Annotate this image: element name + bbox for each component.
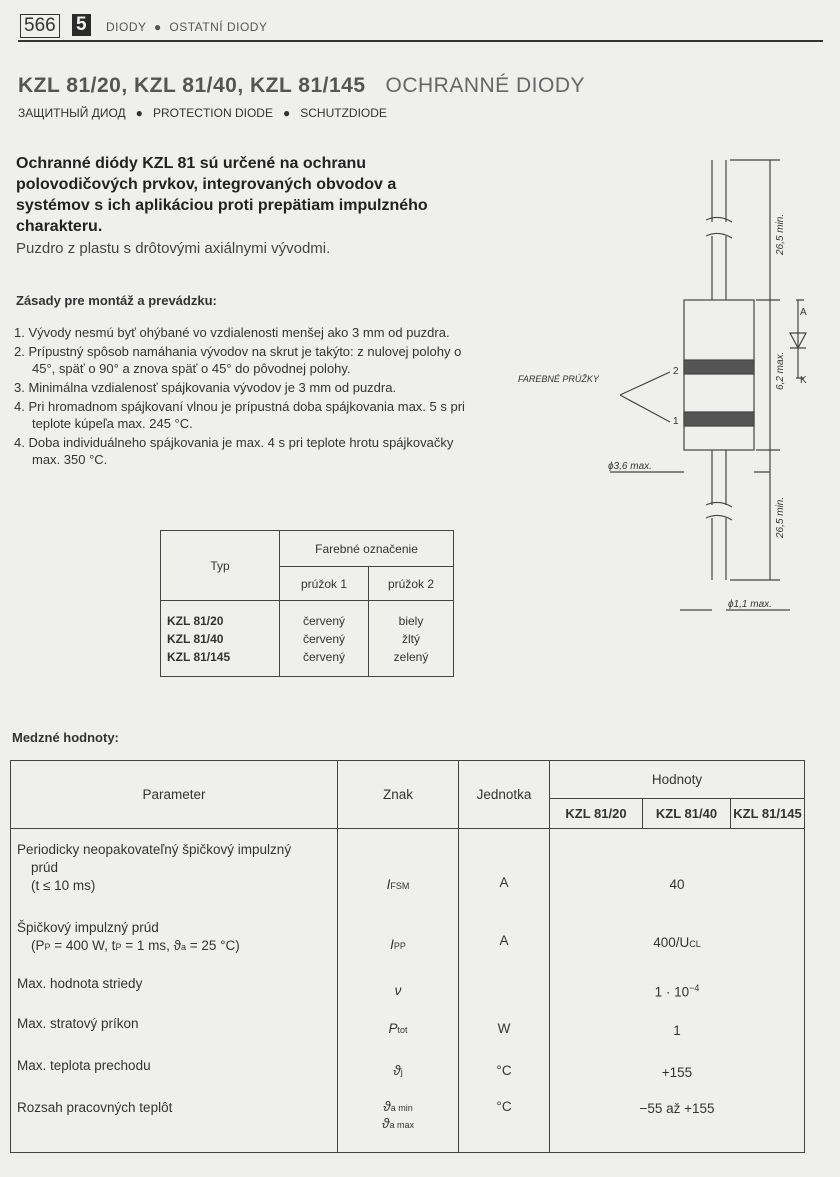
bullet-icon: ●	[129, 106, 150, 120]
table-cell-parameter: Max. teplota prechodu	[11, 1049, 338, 1091]
list-item: 4. Pri hromadnom spájkovaní vlnou je prípustná doba spájkovania max. 5 s pri teplote kúpeľa max. 245 °C.	[14, 399, 465, 431]
bands-label: FAREBNÉ PRÚŽKY	[518, 374, 599, 384]
table-cell-unit: °C	[459, 1091, 550, 1153]
dia-body-label: ϕ3,6 max.	[608, 461, 652, 472]
break-mark	[706, 217, 732, 238]
band-2	[684, 360, 754, 374]
band-1	[684, 412, 754, 426]
rules-list	[14, 324, 478, 470]
table-header-model: KZL 81/40	[643, 799, 731, 829]
dia-lead-label: ϕ1,1 max.	[728, 599, 772, 610]
table-cell-symbol: Ptot	[338, 1007, 459, 1049]
table-header-typ: Typ	[161, 531, 280, 601]
band-1-label: 1	[673, 416, 679, 427]
table-cell-unit: W	[459, 1007, 550, 1049]
subtitle-en: PROTECTION DIODE	[152, 106, 273, 120]
table-cell: zelený	[393, 649, 429, 664]
dim-top-label: 26,5 min.	[775, 213, 786, 255]
rules-heading: Zásady pre montáž a prevádzku:	[16, 293, 217, 308]
dim-line-bottom	[730, 450, 780, 580]
breadcrumb-ostatni: OSTATNÍ DIODY	[169, 20, 268, 34]
table-cell-value: −55 až +155	[550, 1091, 805, 1153]
page-title	[18, 74, 585, 98]
table-cell-parameter: Max. hodnota striedy	[11, 967, 338, 1007]
table-cell-symbol: ν	[338, 967, 459, 1007]
title-suffix: OCHRANNÉ DIODY	[385, 74, 586, 97]
subtitle-translations	[18, 106, 387, 120]
table-cell-band1	[280, 601, 369, 677]
table-cell-unit: A	[459, 829, 550, 905]
header-rule	[18, 40, 823, 42]
table-header-znak: Znak	[338, 761, 459, 829]
table-row	[11, 829, 805, 905]
table-cell-value: 1	[550, 1007, 805, 1049]
table-cell: červený	[302, 631, 346, 646]
table-cell: KZL 81/40	[167, 631, 224, 646]
subtitle-ru: ЗАЩИТНЫЙ ДИОД	[18, 106, 126, 120]
table-cell-symbol: ϑj	[338, 1049, 459, 1091]
table-cell-value: +155	[550, 1049, 805, 1091]
anode-label: A	[800, 307, 807, 318]
table-cell: biely	[398, 613, 424, 628]
table-cell-parameter: Špičkový impulzný prúd (PP = 400 W, tP = 1 ms, ϑa = 25 °C)	[11, 905, 338, 967]
band-leaders	[620, 372, 670, 422]
list-item: 1. Vývody nesmú byť ohýbané vo vzdialenosti menšej ako 3 mm od puzdra.	[14, 325, 450, 340]
table-row	[11, 1091, 805, 1153]
table-cell: červený	[302, 649, 346, 664]
table-cell-value: $1 \cdot 10^{-4}$	[550, 967, 805, 1007]
table-cell-symbol: IPP	[338, 905, 459, 967]
limits-table	[10, 760, 805, 1153]
table-header-hodnoty: Hodnoty	[550, 761, 805, 799]
table-cell-symbol: ϑa min ϑa max	[338, 1091, 459, 1153]
table-header-parameter: Parameter	[11, 761, 338, 829]
table-cell: KZL 81/145	[167, 649, 231, 664]
cathode-label: K	[800, 375, 807, 386]
table-cell-parameter: Periodicky neopakovateľný špičkový impulzný prúd (t ≤ 10 ms)	[11, 829, 338, 905]
list-item: 4. Doba individuálneho spájkovania je max. 4 s pri teplote hrotu spájkovačky max. 350 °C.	[14, 435, 454, 467]
table-header-marking: Farebné označenie	[280, 531, 454, 567]
table-header-band1: prúžok 1	[280, 567, 369, 601]
subtitle-de: SCHUTZDIODE	[300, 106, 387, 120]
lead-top	[712, 160, 726, 300]
bullet-icon: ●	[276, 106, 297, 120]
dim-bottom-label: 26,5 min.	[775, 496, 786, 538]
table-header-model: KZL 81/20	[550, 799, 643, 829]
table-cell-types	[161, 601, 280, 677]
diode-body	[684, 300, 754, 450]
dim-line-top	[730, 160, 780, 300]
table-row	[11, 1049, 805, 1091]
table-cell-value: 40	[550, 829, 805, 905]
table-cell-value: 400/UCL	[550, 905, 805, 967]
limits-heading: Medzné hodnoty:	[12, 730, 119, 745]
table-cell-unit: °C	[459, 1049, 550, 1091]
table-cell-unit: A	[459, 905, 550, 967]
page-number: 566	[20, 14, 60, 38]
table-header-band2: prúžok 2	[369, 567, 454, 601]
title-models: KZL 81/20, KZL 81/40, KZL 81/145	[18, 74, 366, 97]
table-cell: žltý	[402, 631, 420, 646]
table-cell-band2	[369, 601, 454, 677]
list-item: 3. Minimálna vzdialenosť spájkovania vývodov je 3 mm od puzdra.	[14, 380, 397, 395]
intro-paragraph: Ochranné diódy KZL 81 sú určené na ochranu polovodičových prvkov, integrovaných obvodov a systémov s ich aplikáciou proti prepätiam impulzného charakteru.	[16, 155, 428, 235]
breadcrumb-diody: DIODY	[106, 20, 147, 34]
table-cell-parameter: Max. stratový príkon	[11, 1007, 338, 1049]
table-header-model: KZL 81/145	[731, 799, 805, 829]
table-cell: červený	[302, 613, 346, 628]
dim-body-label: 6,2 max.	[775, 351, 786, 390]
table-cell-parameter: Rozsah pracovných teplôt	[11, 1091, 338, 1153]
break-mark	[706, 502, 732, 520]
chapter-number: 5	[72, 14, 91, 36]
band-2-label: 2	[673, 366, 679, 377]
table-row	[11, 905, 805, 967]
list-item: 2. Prípustný spôsob namáhania vývodov na skrut je takýto: z nulovej polohy o 45°, späť o 90° a znova späť o 45° do pôvodnej polohy.	[14, 344, 462, 376]
table-cell-symbol: IFSM	[338, 829, 459, 905]
table-cell: KZL 81/20	[167, 613, 224, 628]
color-marking-table	[160, 530, 454, 677]
breadcrumb	[106, 20, 267, 34]
diode-drawing	[500, 150, 830, 630]
package-note: Puzdro z plastu s drôtovými axiálnymi vývodmi.	[16, 240, 331, 257]
bullet-icon: ●	[150, 20, 166, 34]
table-row	[11, 1007, 805, 1049]
table-cell-unit	[459, 967, 550, 1007]
table-row	[11, 967, 805, 1007]
table-header-jednotka: Jednotka	[459, 761, 550, 829]
